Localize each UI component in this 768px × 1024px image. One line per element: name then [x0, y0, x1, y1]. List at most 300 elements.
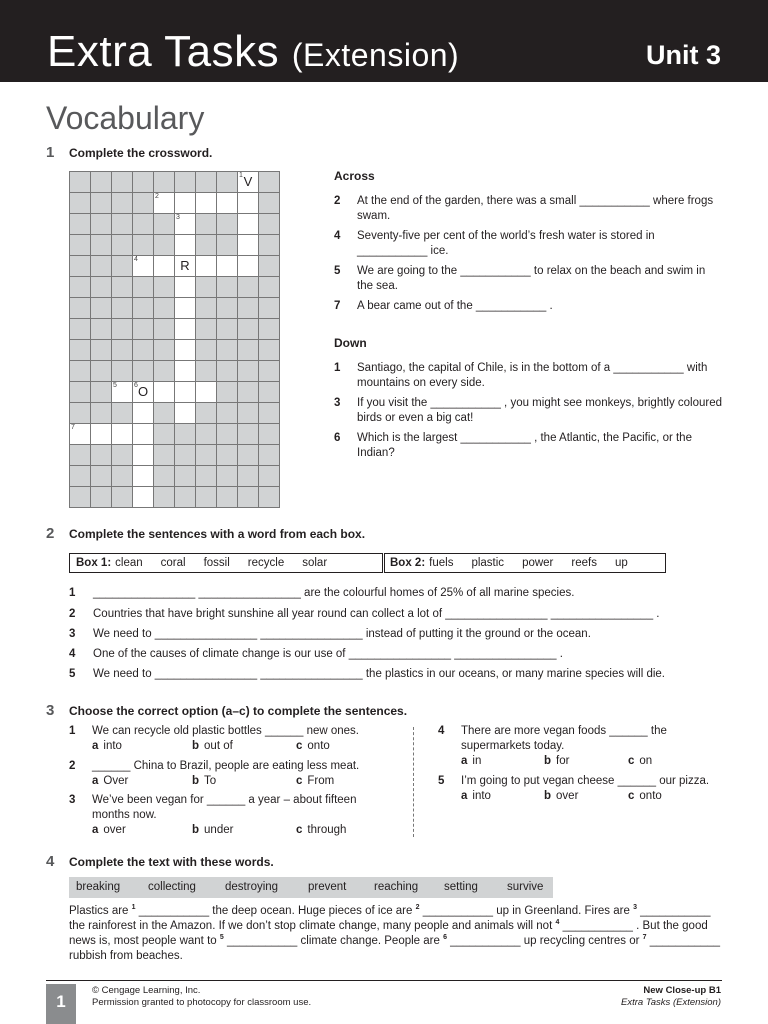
- crossword-block: [175, 487, 196, 508]
- crossword-block: [238, 340, 259, 361]
- option-letter: a: [461, 755, 468, 767]
- crossword-block: [196, 277, 217, 298]
- option-letter: c: [296, 775, 303, 787]
- crossword-cell[interactable]: [154, 193, 175, 214]
- question-text: We’ve been vegan for ______ a year – about fifteen months now.: [92, 794, 357, 821]
- option-b[interactable]: [192, 774, 216, 789]
- crossword-block: [133, 319, 154, 340]
- box-2-label: Box 2:: [390, 557, 426, 569]
- crossword-block: [70, 214, 91, 235]
- crossword-block: [70, 445, 91, 466]
- crossword-block: [196, 466, 217, 487]
- crossword-block: [112, 172, 133, 193]
- crossword-block: [217, 214, 238, 235]
- footer-copyright: [92, 985, 311, 1009]
- option-c[interactable]: [628, 754, 652, 769]
- clue-text: Seventy-five per cent of the world’s fresh water is stored in ___________ ice.: [357, 230, 655, 257]
- passage-segment[interactable]: ___________ up recycling centres or: [446, 935, 643, 947]
- sentence-3: [69, 627, 729, 642]
- crossword-block: [154, 214, 175, 235]
- booklet-title: Extra Tasks (Extension): [621, 997, 721, 1008]
- options-row: [69, 774, 389, 789]
- crossword-block: [196, 403, 217, 424]
- crossword-block: [238, 382, 259, 403]
- option-c[interactable]: [628, 789, 662, 804]
- crossword-cell[interactable]: [133, 487, 154, 508]
- page-title: Extra Tasks (Extension): [47, 27, 460, 76]
- option-text: over: [556, 790, 579, 802]
- word-reaching: reaching: [374, 881, 419, 893]
- crossword-cell[interactable]: [112, 424, 133, 445]
- crossword-block: [91, 172, 112, 193]
- column-divider: [413, 727, 414, 837]
- crossword-cell[interactable]: [91, 424, 112, 445]
- crossword-cell[interactable]: [175, 298, 196, 319]
- option-letter: c: [296, 740, 303, 752]
- crossword-block: [259, 424, 280, 445]
- crossword-block: [259, 487, 280, 508]
- clue-number: 4: [334, 230, 341, 242]
- box-word: reefs: [571, 557, 597, 569]
- box-word: coral: [160, 557, 186, 569]
- gap-number: 5: [219, 934, 224, 942]
- clue-across-7: [334, 299, 724, 314]
- crossword-block: [238, 361, 259, 382]
- crossword-cell[interactable]: [196, 256, 217, 277]
- word-prevent: prevent: [308, 881, 347, 893]
- crossword-block: [217, 172, 238, 193]
- crossword-cell[interactable]: [217, 256, 238, 277]
- crossword-block: [112, 277, 133, 298]
- unit-label: Unit 3: [645, 40, 721, 70]
- cell-number: 1: [239, 172, 243, 179]
- box-word: solar: [302, 557, 328, 569]
- crossword-block: [196, 298, 217, 319]
- section-title: Vocabulary: [46, 100, 205, 136]
- options-row: [438, 789, 728, 804]
- crossword-block: [91, 403, 112, 424]
- sentence-number: 2: [69, 608, 76, 620]
- down-clues: [334, 336, 724, 466]
- crossword-block: [133, 298, 154, 319]
- clue-down-6: [334, 431, 724, 461]
- box-word: plastic: [471, 557, 505, 569]
- crossword-block: [133, 361, 154, 382]
- crossword-cell[interactable]: [238, 193, 259, 214]
- crossword-cell[interactable]: [70, 424, 91, 445]
- clue-number: 2: [334, 195, 341, 207]
- crossword-block: [196, 445, 217, 466]
- crossword-cell[interactable]: [175, 214, 196, 235]
- sentence-2: [69, 607, 729, 622]
- crossword-block: [238, 445, 259, 466]
- sentence-text[interactable]: We need to ________________ ________________ the plastics in our oceans, or many marine species will die.: [93, 668, 665, 680]
- crossword-block: [196, 340, 217, 361]
- cell-letter: V: [243, 174, 253, 189]
- crossword-block: [91, 256, 112, 277]
- option-a[interactable]: [461, 754, 481, 769]
- option-c[interactable]: [296, 823, 346, 838]
- box-word: clean: [115, 557, 143, 569]
- crossword-block: [196, 319, 217, 340]
- crossword-cell[interactable]: [175, 382, 196, 403]
- clue-number: 3: [334, 397, 341, 409]
- sentence-4: [69, 647, 729, 662]
- sentence-number: 3: [69, 628, 76, 640]
- options-row: [69, 823, 389, 838]
- option-a[interactable]: [92, 774, 128, 789]
- clue-across-4: [334, 229, 724, 259]
- sentence-number: 1: [69, 587, 76, 599]
- word-bank: [69, 877, 553, 898]
- crossword-block: [196, 172, 217, 193]
- gap-number: 7: [642, 934, 647, 942]
- across-heading: Across: [334, 169, 375, 183]
- sentence-text[interactable]: We need to ________________ ________________ instead of putting it the ground or the ocean.: [93, 628, 591, 640]
- exercise-3-number: 3: [46, 702, 55, 719]
- option-a[interactable]: [461, 789, 491, 804]
- crossword-block: [238, 487, 259, 508]
- crossword-block: [238, 403, 259, 424]
- option-b[interactable]: [544, 789, 578, 804]
- crossword-block: [154, 487, 175, 508]
- crossword-cell[interactable]: [175, 235, 196, 256]
- crossword-cell[interactable]: [175, 361, 196, 382]
- footer-book: [621, 985, 721, 1009]
- passage-segment[interactable]: ___________ rubbish from beaches.: [69, 935, 721, 962]
- crossword-block: [154, 235, 175, 256]
- question-number: 1: [69, 725, 76, 737]
- crossword-cell[interactable]: [238, 214, 259, 235]
- crossword-block: [154, 298, 175, 319]
- crossword-block: [70, 361, 91, 382]
- sentence-text[interactable]: ________________ ________________ are the colourful homes of 25% of all marine species.: [93, 587, 575, 599]
- crossword-block: [259, 340, 280, 361]
- question-2: [69, 759, 389, 789]
- crossword-block: [154, 172, 175, 193]
- crossword-block: [112, 214, 133, 235]
- crossword-cell[interactable]: [175, 403, 196, 424]
- crossword-block: [133, 214, 154, 235]
- clue-number: 5: [334, 265, 341, 277]
- word-collecting: collecting: [148, 881, 196, 893]
- option-text: into: [472, 790, 491, 802]
- crossword-block: [133, 193, 154, 214]
- option-text: under: [204, 824, 234, 836]
- crossword-block: [112, 340, 133, 361]
- crossword-cell[interactable]: [238, 172, 259, 193]
- crossword-block: [217, 277, 238, 298]
- clue-text: If you visit the ___________ , you might see monkeys, brightly coloured birds or even a big cat!: [357, 397, 723, 424]
- word-survive: survive: [507, 881, 544, 893]
- gap-number: 2: [415, 904, 420, 912]
- option-a[interactable]: [92, 823, 126, 838]
- clue-across-2: [334, 194, 724, 224]
- option-text: onto: [639, 790, 662, 802]
- crossword-block: [196, 361, 217, 382]
- crossword-cell[interactable]: [154, 256, 175, 277]
- clue-down-3: [334, 396, 724, 426]
- crossword-block: [91, 235, 112, 256]
- crossword-block: [91, 361, 112, 382]
- crossword-block: [154, 424, 175, 445]
- sentence-number: 4: [69, 648, 76, 660]
- crossword-block: [259, 445, 280, 466]
- crossword-block: [91, 214, 112, 235]
- passage-segment[interactable]: ___________ climate change. People are: [223, 935, 444, 947]
- exercise-2-number: 2: [46, 525, 55, 542]
- crossword-block: [70, 277, 91, 298]
- crossword-block: [91, 466, 112, 487]
- crossword-block: [259, 403, 280, 424]
- option-letter: b: [192, 775, 200, 787]
- options-row: [438, 754, 728, 769]
- permission-text: Permission granted to photocopy for classroom use.: [92, 997, 312, 1008]
- crossword-block: [154, 319, 175, 340]
- box-1-label: Box 1:: [76, 557, 112, 569]
- sentence-text[interactable]: Countries that have bright sunshine all year round can collect a lot of ________________ ________________ .: [93, 608, 660, 620]
- option-letter: a: [92, 740, 99, 752]
- question-number: 5: [438, 775, 445, 787]
- crossword-block: [259, 256, 280, 277]
- passage-segment[interactable]: ___________ the deep ocean. Huge pieces of ice are: [135, 905, 416, 917]
- clue-number: 1: [334, 362, 341, 374]
- crossword-cell[interactable]: [196, 382, 217, 403]
- option-text: through: [307, 824, 347, 836]
- crossword-cell[interactable]: [175, 256, 196, 277]
- crossword-block: [154, 403, 175, 424]
- clue-number: 6: [334, 432, 341, 444]
- option-b[interactable]: [192, 823, 233, 838]
- question-number: 4: [438, 725, 445, 737]
- question-4: [438, 724, 728, 769]
- crossword-block: [196, 487, 217, 508]
- crossword-block: [259, 172, 280, 193]
- crossword-grid[interactable]: [69, 171, 280, 508]
- question-text: We can recycle old plastic bottles ______ new ones.: [92, 725, 359, 737]
- crossword-block: [70, 403, 91, 424]
- crossword-block: [154, 277, 175, 298]
- box-word: recycle: [247, 557, 285, 569]
- crossword-cell[interactable]: [133, 382, 154, 403]
- crossword-block: [70, 235, 91, 256]
- option-a[interactable]: [92, 739, 122, 754]
- option-b[interactable]: [192, 739, 233, 754]
- crossword-cell[interactable]: [133, 256, 154, 277]
- crossword-cell[interactable]: [133, 403, 154, 424]
- crossword-block: [70, 340, 91, 361]
- crossword-block: [70, 256, 91, 277]
- crossword-block: [70, 466, 91, 487]
- option-letter: b: [544, 790, 552, 802]
- crossword-block: [154, 445, 175, 466]
- crossword-block: [112, 235, 133, 256]
- gap-number: 1: [131, 904, 136, 912]
- crossword-block: [112, 403, 133, 424]
- page-header: [0, 0, 768, 82]
- crossword-block: [133, 172, 154, 193]
- option-letter: c: [628, 755, 635, 767]
- option-text: Over: [103, 775, 129, 787]
- sentence-5: [69, 667, 729, 682]
- exercise-4-instruction: Complete the text with these words.: [69, 855, 274, 869]
- word-box-1: [69, 553, 383, 573]
- option-text: for: [556, 755, 570, 767]
- crossword-block: [217, 424, 238, 445]
- crossword-block: [70, 382, 91, 403]
- clue-text: We are going to the ___________ to relax on the beach and swim in the sea.: [357, 265, 706, 292]
- option-c[interactable]: [296, 739, 330, 754]
- crossword-block: [259, 277, 280, 298]
- clue-number: 7: [334, 300, 341, 312]
- option-c[interactable]: [296, 774, 334, 789]
- option-text: over: [103, 824, 126, 836]
- crossword-block: [175, 466, 196, 487]
- crossword-block: [196, 235, 217, 256]
- option-letter: b: [544, 755, 552, 767]
- crossword-block: [133, 277, 154, 298]
- crossword-block: [70, 298, 91, 319]
- crossword-block: [217, 445, 238, 466]
- crossword-block: [70, 487, 91, 508]
- passage-segment[interactable]: ___________ . But the good news is, most people want to: [69, 920, 708, 947]
- crossword-block: [217, 466, 238, 487]
- crossword-block: [175, 172, 196, 193]
- option-letter: a: [92, 824, 99, 836]
- sentence-number: 5: [69, 668, 76, 680]
- crossword-cell[interactable]: [217, 193, 238, 214]
- option-text: into: [103, 740, 122, 752]
- option-text: out of: [204, 740, 233, 752]
- gap-number: 6: [443, 934, 447, 942]
- crossword-block: [259, 382, 280, 403]
- down-heading: Down: [334, 336, 367, 350]
- crossword-block: [259, 466, 280, 487]
- box-word: fuels: [429, 557, 454, 569]
- cell-letter: O: [137, 384, 149, 399]
- clue-across-5: [334, 264, 724, 294]
- clue-text: Which is the largest ___________ , the Atlantic, the Pacific, or the Indian?: [357, 432, 692, 459]
- clue-text: A bear came out of the ___________ .: [357, 300, 553, 312]
- crossword-cell[interactable]: [175, 340, 196, 361]
- question-number: 2: [69, 760, 76, 772]
- crossword-block: [175, 424, 196, 445]
- crossword-cell[interactable]: [238, 235, 259, 256]
- crossword-block: [91, 319, 112, 340]
- crossword-block: [238, 424, 259, 445]
- crossword-cell[interactable]: [133, 466, 154, 487]
- crossword-block: [238, 298, 259, 319]
- crossword-block: [196, 214, 217, 235]
- word-setting: setting: [444, 881, 478, 893]
- crossword-block: [112, 319, 133, 340]
- passage-segment[interactable]: ___________ the rainforest in the Amazon. If we don’t stop climate change, many people and animals will not: [69, 905, 711, 932]
- crossword-cell[interactable]: [196, 193, 217, 214]
- crossword-block: [259, 319, 280, 340]
- passage-text: [69, 904, 729, 964]
- crossword-block: [112, 445, 133, 466]
- crossword-cell[interactable]: [175, 319, 196, 340]
- crossword-block: [70, 193, 91, 214]
- exercise-2-instruction: Complete the sentences with a word from each box.: [69, 527, 366, 541]
- page-number: 1: [46, 984, 76, 1024]
- exercise-3-instruction: Choose the correct option (a–c) to complete the sentences.: [69, 704, 408, 718]
- crossword-cell[interactable]: [238, 256, 259, 277]
- crossword-cell[interactable]: [133, 424, 154, 445]
- clue-down-1: [334, 361, 724, 391]
- box-word: up: [614, 557, 628, 569]
- word-breaking: breaking: [76, 881, 121, 893]
- box-word: power: [522, 557, 554, 569]
- option-text: To: [204, 775, 217, 787]
- crossword-block: [112, 193, 133, 214]
- word-box-2: [384, 553, 666, 573]
- clue-text: Santiago, the capital of Chile, is in the bottom of a ___________ with mountains on every side.: [357, 362, 708, 389]
- exercise-1-instruction: Complete the crossword.: [69, 146, 213, 160]
- crossword-block: [238, 277, 259, 298]
- crossword-cell[interactable]: [112, 382, 133, 403]
- crossword-block: [112, 256, 133, 277]
- crossword-cell[interactable]: [175, 193, 196, 214]
- crossword-cell[interactable]: [175, 277, 196, 298]
- crossword-block: [196, 424, 217, 445]
- sentence-text[interactable]: One of the causes of climate change is our use of ________________ ________________ .: [93, 648, 563, 660]
- crossword-block: [238, 466, 259, 487]
- crossword-block: [259, 361, 280, 382]
- gap-number: 4: [555, 919, 560, 927]
- footer-rule: [46, 980, 722, 981]
- crossword-cell[interactable]: [133, 445, 154, 466]
- crossword-block: [91, 382, 112, 403]
- crossword-block: [91, 340, 112, 361]
- crossword-block: [91, 193, 112, 214]
- cell-number: 2: [155, 193, 159, 200]
- crossword-block: [217, 361, 238, 382]
- option-letter: c: [296, 824, 303, 836]
- crossword-block: [217, 340, 238, 361]
- crossword-block: [217, 487, 238, 508]
- crossword-block: [133, 340, 154, 361]
- crossword-block: [175, 445, 196, 466]
- option-letter: a: [92, 775, 99, 787]
- passage-segment[interactable]: Plastics are: [69, 905, 132, 917]
- crossword-block: [259, 298, 280, 319]
- crossword-block: [259, 235, 280, 256]
- crossword-block: [91, 298, 112, 319]
- crossword-block: [217, 403, 238, 424]
- option-letter: b: [192, 740, 200, 752]
- question-text: I’m going to put vegan cheese ______ our pizza.: [461, 775, 710, 787]
- clue-text: At the end of the garden, there was a small ___________ where frogs swam.: [357, 195, 714, 222]
- crossword-block: [91, 277, 112, 298]
- crossword-block: [112, 361, 133, 382]
- across-clues: [334, 169, 724, 319]
- question-text: ______ China to Brazil, people are eating less meat.: [92, 760, 360, 772]
- crossword-block: [154, 340, 175, 361]
- crossword-cell[interactable]: [154, 382, 175, 403]
- crossword-block: [133, 235, 154, 256]
- passage-segment[interactable]: ___________ up in Greenland. Fires are: [419, 905, 634, 917]
- cell-number: 6: [134, 382, 138, 389]
- option-text: on: [639, 755, 653, 767]
- book-title: New Close-up B1: [643, 985, 721, 996]
- option-text: onto: [307, 740, 330, 752]
- option-text: in: [472, 755, 482, 767]
- option-text: From: [307, 775, 335, 787]
- question-1: [69, 724, 389, 754]
- crossword-block: [91, 445, 112, 466]
- option-b[interactable]: [544, 754, 569, 769]
